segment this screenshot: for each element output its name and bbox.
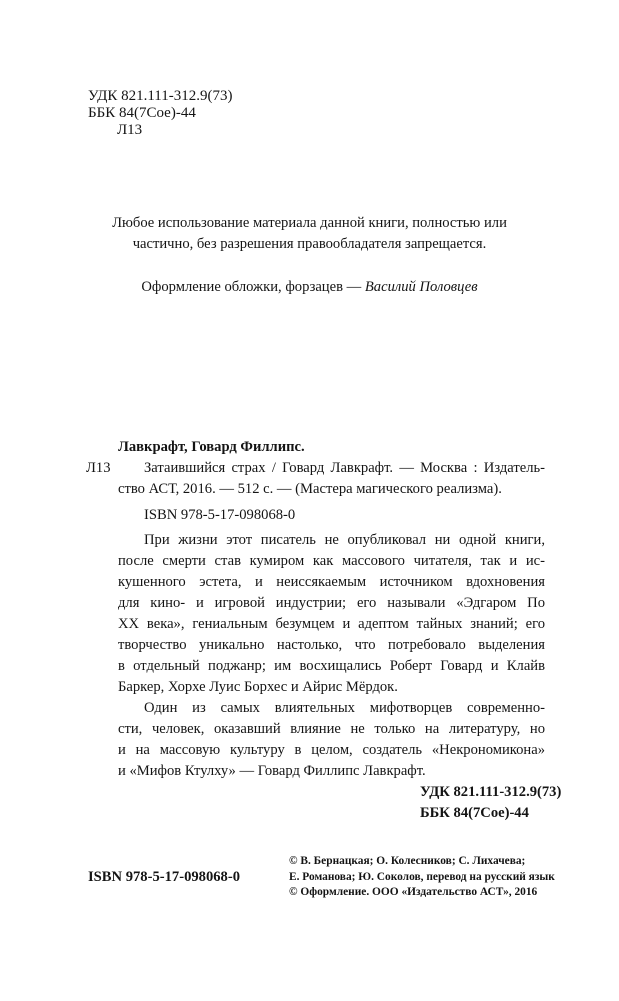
bottom-isbn: ISBN 978-5-17-098068-0	[88, 869, 241, 885]
annotation-p1-line: Баркер, Хорхе Луис Борхес и Айрис Мёрдок.	[118, 679, 398, 695]
top-bbk: ББК 84(7Сое)-44	[88, 105, 196, 121]
copyright-line: © Оформление. ООО «Издательство АСТ», 2016	[289, 886, 538, 898]
annotation-p1-line: творчество уникально настолько, что потребовало выделения	[118, 637, 545, 653]
bottom-bbk: ББК 84(7Сое)-44	[420, 805, 529, 821]
catalog-isbn: ISBN 978-5-17-098068-0	[144, 507, 296, 523]
annotation-p2-line: сти, человек, оказавший влияние не только на литературу, но	[118, 721, 545, 737]
copyright-line: Е. Романова; Ю. Соколов, перевод на русский язык	[289, 870, 555, 883]
catalog-author-heading: Лавкрафт, Говард Филлипс.	[118, 439, 305, 455]
annotation-p2-line: и на массовую культуру в целом, создатель «Некрономикона»	[118, 742, 545, 758]
copyright-line: © В. Бернацкая; О. Колесников; С. Лихачева;	[289, 855, 526, 867]
annotation-p1-line: При жизни этот писатель не опубликовал ни одной книги,	[144, 532, 545, 548]
cover-design-credit	[0, 277, 619, 298]
cover-design-label: Оформление обложки, форзацев —	[141, 279, 365, 295]
annotation-paragraph-1	[118, 530, 545, 698]
annotation-p1-line: в отдельный поджанр; им восхищались Роберт Говард и Клайв	[118, 658, 545, 674]
cover-design-artist: Василий Половцев	[364, 279, 478, 295]
top-udk: УДК 821.111-312.9(73)	[88, 88, 233, 104]
annotation-p2-line: и «Мифов Ктулху» — Говард Филлипс Лавкрафт.	[118, 763, 426, 779]
annotation-p1-line: после смерти став кумиром как массового читателя, так и ис-	[118, 553, 545, 569]
copyright-block	[289, 854, 555, 901]
rights-notice-line-1: Любое использование материала данной книги, полностью или	[112, 215, 507, 231]
annotation-p1-line: кушенного эстета, и неиссякаемым источником вдохновения	[118, 574, 545, 590]
top-code: Л13	[117, 122, 143, 138]
annotation-p2-line: Один из самых влиятельных мифотворцев современно-	[144, 700, 545, 716]
annotation-p1-line: XX века», гениальным безумцем и адептом тайных знаний; его	[118, 616, 545, 632]
catalog-title-line-2: ство АСТ, 2016. — 512 с. — (Мастера магического реализма).	[118, 481, 502, 497]
annotation-paragraph-2	[118, 698, 545, 782]
catalog-code: Л13	[86, 460, 111, 476]
rights-notice-line-2: частично, без разрешения правообладателя запрещается.	[132, 236, 487, 252]
catalog-title-line-1: Затаившийся страх / Говард Лавкрафт. — Москва : Издатель-	[144, 460, 545, 476]
bottom-udk: УДК 821.111-312.9(73)	[420, 784, 562, 800]
annotation-p1-line: для кино- и игровой индустрии; его называли «Эдгаром По	[118, 595, 545, 611]
